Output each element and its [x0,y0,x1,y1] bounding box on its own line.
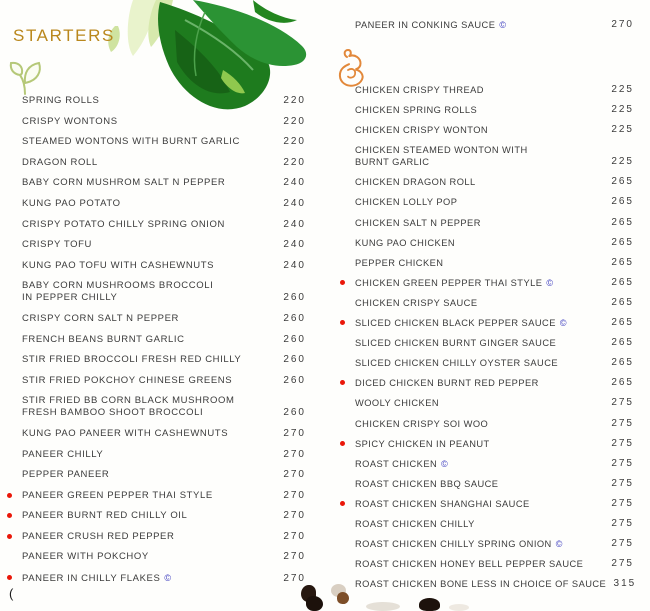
menu-item-row [6,375,306,387]
item-name: PEPPER CHICKEN [355,257,444,268]
item-name: CHICKEN STEAMED WONTON WITH BURNT GARLIC [355,145,528,168]
item-price: 265 [611,176,634,188]
item-name: STIR FRIED POKCHOY CHINESE GREENS [22,374,233,386]
item-name: CHICKEN CRISPY SAUCE [355,297,478,308]
item-name: CRISPY POTATO CHILLY SPRING ONION [22,218,225,230]
item-price: 275 [611,538,634,550]
badge-icon: © [164,573,172,584]
item-price: 265 [611,236,634,248]
item-price: 240 [283,239,306,251]
menu-item-row [339,19,634,31]
item-price: 260 [283,407,306,419]
item-name: CHICKEN DRAGON ROLL [355,177,476,188]
menu-item-row [6,572,306,585]
menu-item-row [339,357,634,369]
item-name: DRAGON ROLL [22,156,98,168]
item-name: PANEER CRUSH RED PEPPER [22,530,175,542]
spicy-dot-icon [7,493,12,498]
item-name: STEAMED WONTONS WITH BURNT GARLIC [22,136,240,148]
item-name: PANEER IN CHILLY FLAKES © [22,573,172,585]
item-price: 220 [283,136,306,148]
menu-item-row [6,490,306,502]
menu-item-row [339,578,637,590]
item-name: PANEER GREEN PEPPER THAI STYLE [22,489,213,501]
mushroom-image [366,602,400,611]
menu-item-row [339,377,634,389]
menu-item-row [339,196,634,208]
item-name: CHICKEN SALT N PEPPER [355,217,481,228]
item-name: WOOLY CHICKEN [355,398,440,409]
item-price: 275 [611,477,634,489]
menu-item-row [339,176,634,188]
menu-item-row [6,157,306,169]
badge-icon: © [441,458,448,469]
item-name: FRENCH BEANS BURNT GARLIC [22,333,185,345]
item-name: STIR FRIED BROCCOLI FRESH RED CHILLY [22,354,242,366]
item-name: PANEER CHILLY [22,448,104,460]
menu-item-row [339,124,634,136]
menu-item-row [6,334,306,346]
item-price: 225 [611,124,634,136]
item-price: 265 [611,377,634,389]
item-price: 265 [611,317,634,329]
menu-item-row [339,217,634,229]
spicy-dot-icon [7,534,12,539]
item-name: ROAST CHICKEN BBQ SAUCE [355,478,499,489]
item-price: 240 [283,218,306,230]
item-price: 315 [613,578,637,590]
menu-item-row [339,418,634,430]
item-price: 260 [283,374,306,386]
menu-item-row [6,449,306,461]
menu-item-row [6,551,306,563]
mushroom-image [337,592,349,604]
menu-item-row [6,280,306,304]
menu-item-row [339,478,634,490]
menu-item-row [6,239,306,251]
item-name: PANEER IN CONKING SAUCE © [355,20,506,30]
item-name: PANEER WITH POKCHOY [22,551,149,563]
item-name: ROAST CHICKEN © [355,458,448,469]
menu-item-row [6,531,306,543]
item-name: SPRING ROLLS [22,95,100,106]
mushroom-image [449,604,469,611]
item-name: CRISPY CORN SALT N PEPPER [22,312,180,324]
menu-item-row [339,144,634,168]
item-price: 270 [611,19,634,30]
item-price: 275 [611,497,634,509]
item-price: 270 [283,469,306,481]
page-title: STARTERS [13,26,115,45]
item-name: SLICED CHICKEN BURNT GINGER SAUCE [355,338,557,349]
menu-item-row [339,438,634,450]
item-name: SLICED CHICKEN BLACK PEPPER SAUCE © [355,318,567,329]
menu-item-row [6,354,306,366]
item-name: PANEER BURNT RED CHILLY OIL [22,510,188,522]
badge-icon: © [499,20,506,30]
menu-item-row [6,219,306,231]
item-price: 265 [611,256,634,268]
item-price: 265 [611,337,634,349]
item-price: 260 [283,292,306,304]
menu-item-row [339,104,634,116]
item-name: PEPPER PANEER [22,469,110,481]
item-price: 265 [611,357,634,369]
item-name: ROAST CHICKEN CHILLY SPRING ONION © [355,539,563,550]
item-price: 240 [283,177,306,189]
item-name: CHICKEN CRISPY THREAD [355,85,484,95]
menu-item-row [6,510,306,522]
menu-item-row [339,397,634,409]
item-name: ROAST CHICKEN HONEY BELL PEPPER SAUCE [355,559,584,570]
item-price: 225 [611,104,634,116]
spicy-dot-icon [340,280,345,285]
item-price: 240 [283,259,306,271]
item-price: 270 [283,448,306,460]
item-price: 220 [283,156,306,168]
item-price: 260 [283,333,306,345]
item-price: 270 [283,530,306,542]
item-name: CHICKEN CRISPY SOI WOO [355,418,489,429]
menu-item-row [339,297,634,309]
item-price: 225 [611,156,634,168]
menu-item-row [6,313,306,325]
spicy-dot-icon [340,501,345,506]
menu-item-row [6,469,306,481]
mushroom-image [419,598,440,611]
item-price: 275 [611,517,634,529]
item-price: 260 [283,354,306,366]
item-name: KUNG PAO CHICKEN [355,237,456,248]
spicy-dot-icon [340,380,345,385]
item-name: ROAST CHICKEN SHANGHAI SAUCE [355,498,530,509]
mushroom-image [306,596,323,611]
item-name: CHICKEN CRISPY WONTON [355,125,489,136]
item-name: BABY CORN MUSHROOMS BROCCOLI IN PEPPER CHILLY [22,280,214,304]
menu-item-row [6,95,306,107]
item-price: 270 [283,551,306,563]
menu-item-row [339,518,634,530]
item-price: 220 [283,115,306,127]
item-price: 275 [611,397,634,409]
item-price: 265 [611,196,634,208]
item-price: 240 [283,197,306,209]
menu-item-row [6,198,306,210]
menu-item-row [339,84,634,96]
item-name: KUNG PAO POTATO [22,197,121,209]
item-price: 265 [611,216,634,228]
item-price: 275 [611,417,634,429]
menu-item-row [339,277,634,289]
item-price: 275 [611,558,634,570]
item-price: 270 [283,489,306,501]
item-name: SPICY CHICKEN IN PEANUT [355,438,490,449]
menu-item-row [339,337,634,349]
menu-item-row [6,136,306,148]
badge-icon: © [555,539,563,550]
item-name: CHICKEN GREEN PEPPER THAI STYLE © [355,277,554,288]
spicy-dot-icon [7,575,12,580]
item-price: 270 [283,510,306,522]
item-name: CRISPY WONTONS [22,115,118,127]
menu-item-row [339,237,634,249]
menu-item-row [339,558,634,570]
item-name: CHICKEN LOLLY POP [355,197,458,208]
item-price: 270 [283,573,306,585]
spicy-dot-icon [340,320,345,325]
item-price: 270 [283,427,306,439]
item-price: 220 [283,95,306,106]
item-name: ROAST CHICKEN BONE LESS IN CHOICE OF SAUCE [355,579,607,590]
item-name: ROAST CHICKEN CHILLY [355,518,475,529]
menu-item-row [339,317,634,329]
item-price: 275 [611,457,634,469]
menu-item-row [339,498,634,510]
item-price: 265 [611,296,634,308]
menu-item-row [339,458,634,470]
menu-item-row [339,257,634,269]
item-name: KUNG PAO PANEER WITH CASHEWNUTS [22,427,229,439]
item-price: 225 [611,84,634,95]
menu-item-row [6,260,306,272]
menu-item-row [6,395,306,419]
item-name: CRISPY TOFU [22,239,92,251]
item-name: SLICED CHICKEN CHILLY OYSTER SAUCE [355,358,559,369]
menu-item-row [339,538,634,550]
spicy-dot-icon [7,513,12,518]
badge-icon: © [559,318,567,329]
item-name: DICED CHICKEN BURNT RED PEPPER [355,378,539,389]
item-price: 275 [611,437,634,449]
spicy-dot-icon [340,441,345,446]
item-name: KUNG PAO TOFU WITH CASHEWNUTS [22,259,215,271]
item-name: STIR FRIED BB CORN BLACK MUSHROOM FRESH BAMBOO SHOOT BROCCOLI [22,395,235,419]
menu-item-row [6,428,306,440]
menu-item-row [6,177,306,189]
badge-icon: © [546,277,554,288]
item-name: CHICKEN SPRING ROLLS [355,105,478,116]
item-name: BABY CORN MUSHROM SALT N PEPPER [22,177,226,189]
item-price: 265 [611,276,634,288]
item-price: 260 [283,312,306,324]
cropped-text: ( [9,586,14,601]
menu-item-row [6,116,306,128]
